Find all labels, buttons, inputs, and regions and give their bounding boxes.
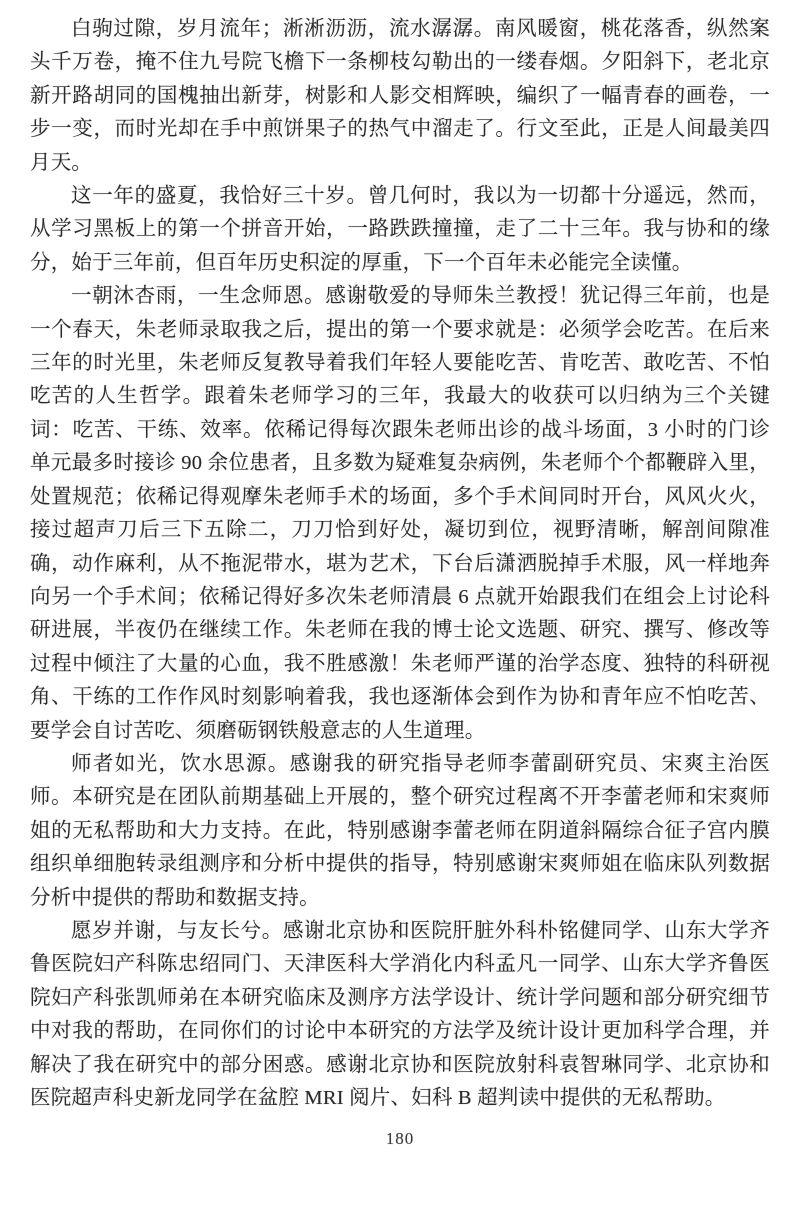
paragraph-thirty-years: 这一年的盛夏，我恰好三十岁。曾几何时，我以为一切都十分遥远，然而，从学习黑板上的第一个拼音开始，一路跌跌撞撞，走了二十三年。我与协和的缘分，始于三年前，但百年历史积淀的厚重，下一个百年未必能完全读懂。: [30, 185, 770, 274]
paragraph-thanks-colleagues: 愿岁并谢，与友长兮。感谢北京协和医院肝脏外科朴铭健同学、山东大学齐鲁医院妇产科陈忠绍同门、天津医科大学消化内科孟凡一同学、山东大学齐鲁医院妇产科张凯师弟在本研究临床及测序方法学设计、统计学问题和部分研究细节中对我的帮助，在同你们的讨论中本研究的方法学及统计设计更加科学合理，并解决了我在研究中的部分困惑。感谢北京协和医院放射科袁智琳同学、北京协和医院超声科史新龙同学在盆腔 MRI 阅片、妇科 B 超判读中提供的无私帮助。: [30, 919, 770, 1109]
page-number: 180: [385, 1129, 415, 1148]
paragraph-opening-prose: 白驹过隙，岁月流年；淅淅沥沥，流水潺潺。南风暖窗，桃花落香，纵然案头千万卷，掩不住九号院飞檐下一条柳枝勾勒出的一缕春烟。夕阳斜下，老北京新开路胡同的国槐抽出新芽，树影和人影交相辉映，编织了一幅青春的画卷，一步一变，而时光却在手中煎饼果子的热气中溜走了。行文至此，正是人间最美四月天。: [30, 18, 770, 174]
acknowledgements-text-block: [30, 13, 770, 1115]
paragraph-thanks-research-mentors: 师者如光，饮水思源。感谢我的研究指导老师李蕾副研究员、宋爽主治医师。本研究是在团队前期基础上开展的，整个研究过程离不开李蕾老师和宋爽师姐的无私帮助和大力支持。在此，特别感谢李蕾老师在阴道斜隔综合征子宫内膜组织单细胞转录组测序和分析中提供的指导，特别感谢宋爽师姐在临床队列数据分析中提供的帮助和数据支持。: [30, 752, 770, 909]
paragraph-thanks-supervisor: 一朝沐杏雨，一生念师恩。感谢敬爱的导师朱兰教授！犹记得三年前，也是一个春天，朱老师录取我之后，提出的第一个要求就是：必须学会吃苦。在后来三年的时光里，朱老师反复教导着我们年轻人要能吃苦、肯吃苦、敢吃苦、不怕吃苦的人生哲学。跟着朱老师学习的三年，我最大的收获可以归纳为三个关键词：吃苦、干练、效率。依稀记得每次跟朱老师出诊的战斗场面，3 小时的门诊单元最多时接诊 90 余位患者，且多数为疑难复杂病例，朱老师个个都鞭辟入里，处置规范；依稀记得观摩朱老师手术的场面，多个手术间同时开台，风风火火，接过超声刀后三下五除二，刀刀恰到好处，凝切到位，视野清晰，解剖间隙准确，动作麻利，从不拖泥带水，堪为艺术，下台后潇洒脱掉手术服，风一样地奔向另一个手术间；依稀记得好多次朱老师清晨 6 点就开始跟我们在组会上讨论科研进展，半夜仍在继续工作。朱老师在我的博士论文选题、研究、撰写、修改等过程中倾注了大量的心血，我不胜感激！朱老师严谨的治学态度、独特的科研视角、干练的工作作风时刻影响着我，我也逐渐体会到作为协和青年应不怕吃苦、要学会自讨苦吃、须磨砺钢铁般意志的人生道理。: [30, 285, 770, 742]
